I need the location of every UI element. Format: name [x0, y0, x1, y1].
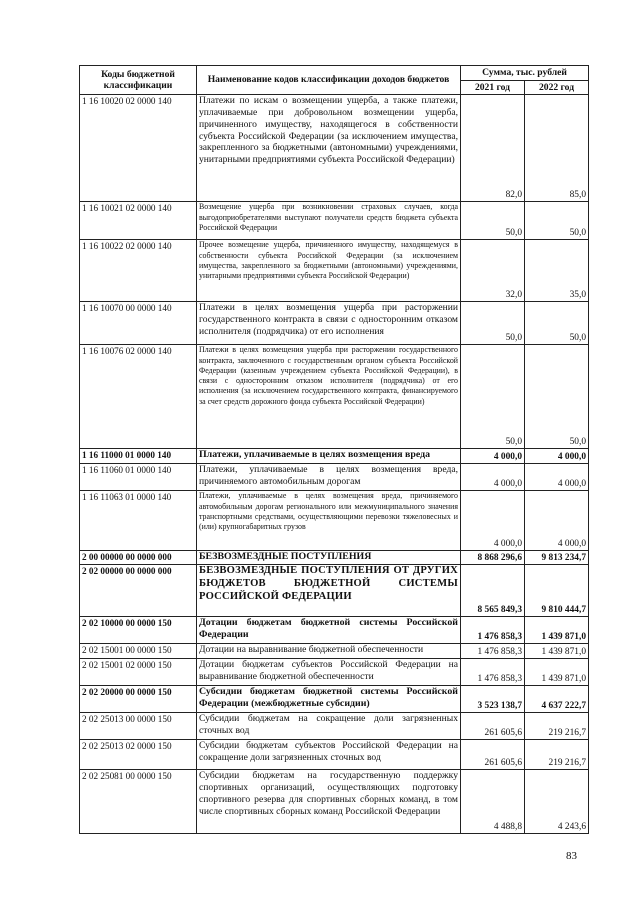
- row-name: Возмещение ущерба при возникновении страховых случаев, когда выгодоприобретателями выступают получатели средств бюджета субъекта Российской Федерации: [197, 202, 461, 240]
- row-value-2021: 4 000,0: [461, 491, 525, 551]
- row-name: Платежи, уплачиваемые в целях возмещения вреда, причиняемого автомобильным дорогам регионального или межмуниципального значения транспортными средствами, осуществляющими перевозки тяжеловесных и (или) крупногабаритных грузов: [197, 491, 461, 551]
- row-name: Платежи, уплачиваемые в целях возмещения вреда, причиняемого автомобильным дорогам: [197, 464, 461, 491]
- row-code: 1 16 11063 01 0000 140: [80, 491, 197, 551]
- row-name: Прочее возмещение ущерба, причиненного имуществу, находящемуся в собственности субъекта Российской Федерации (за исключением имущества, закрепленного за бюджетными (автономными) учреждениями, унитарными предприятиями субъекта Российской Федерации): [197, 240, 461, 302]
- table-row: [80, 686, 589, 713]
- row-code: 1 16 11060 01 0000 140: [80, 464, 197, 491]
- row-code: 1 16 10020 02 0000 140: [80, 95, 197, 202]
- row-value-2021: 8 565 849,3: [461, 565, 525, 617]
- header-name: Наименование кодов классификации доходов бюджетов: [197, 66, 461, 95]
- table-row: [80, 565, 589, 617]
- row-value-2022: 50,0: [525, 345, 589, 449]
- row-value-2022: 1 439 871,0: [525, 659, 589, 686]
- row-value-2021: 8 868 296,6: [461, 551, 525, 565]
- table-row: [80, 740, 589, 770]
- row-name: Платежи в целях возмещения ущерба при расторжении государственного контракта в связи с односторонним отказом исполнителя (подрядчика) от его исполнения: [197, 302, 461, 345]
- row-value-2022: 1 439 871,0: [525, 617, 589, 644]
- row-code: 2 02 15001 00 0000 150: [80, 644, 197, 659]
- row-value-2021: 4 488,8: [461, 770, 525, 834]
- row-name: Дотации на выравнивание бюджетной обеспеченности: [197, 644, 461, 659]
- row-name: Субсидии бюджетам субъектов Российской Федерации на сокращение доли загрязненных сточных вод: [197, 740, 461, 770]
- row-code: 2 02 25081 00 0000 150: [80, 770, 197, 834]
- table-row: [80, 345, 589, 449]
- row-value-2022: 4 000,0: [525, 449, 589, 464]
- table-row: [80, 551, 589, 565]
- table-row: [80, 202, 589, 240]
- row-value-2021: 1 476 858,3: [461, 644, 525, 659]
- row-value-2021: 261 605,6: [461, 740, 525, 770]
- row-value-2022: 4 000,0: [525, 491, 589, 551]
- row-value-2021: 4 000,0: [461, 449, 525, 464]
- row-code: 2 02 10000 00 0000 150: [80, 617, 197, 644]
- header-sum: Сумма, тыс. рублей: [461, 66, 589, 81]
- row-value-2022: 4 243,6: [525, 770, 589, 834]
- table-row: [80, 713, 589, 740]
- row-value-2021: 3 523 138,7: [461, 686, 525, 713]
- row-code: 2 02 00000 00 0000 000: [80, 565, 197, 617]
- row-name: БЕЗВОЗМЕЗДНЫЕ ПОСТУПЛЕНИЯ: [197, 551, 461, 565]
- table-row: [80, 302, 589, 345]
- row-name: Дотации бюджетам субъектов Российской Федерации на выравнивание бюджетной обеспеченности: [197, 659, 461, 686]
- table-row: [80, 95, 589, 202]
- table-row: [80, 770, 589, 834]
- row-value-2022: 4 637 222,7: [525, 686, 589, 713]
- row-code: 1 16 10070 00 0000 140: [80, 302, 197, 345]
- budget-table: [79, 65, 589, 834]
- table-row: [80, 617, 589, 644]
- table-row: [80, 449, 589, 464]
- row-code: 2 02 20000 00 0000 150: [80, 686, 197, 713]
- row-name: Платежи, уплачиваемые в целях возмещения вреда: [197, 449, 461, 464]
- row-name: Субсидии бюджетам на сокращение доли загрязненных сточных вод: [197, 713, 461, 740]
- row-code: 2 02 15001 02 0000 150: [80, 659, 197, 686]
- table-row: [80, 644, 589, 659]
- page-number: 83: [566, 850, 577, 862]
- row-value-2021: 82,0: [461, 95, 525, 202]
- table-row: [80, 240, 589, 302]
- row-code: 2 02 25013 00 0000 150: [80, 713, 197, 740]
- row-value-2021: 4 000,0: [461, 464, 525, 491]
- row-value-2022: 1 439 871,0: [525, 644, 589, 659]
- row-value-2022: 9 810 444,7: [525, 565, 589, 617]
- row-value-2021: 1 476 858,3: [461, 659, 525, 686]
- header-year-2021: 2021 год: [461, 80, 525, 95]
- row-name: Платежи в целях возмещения ущерба при расторжении государственного контракта, заключенного с государственным органом субъекта Российской Федерации (казенным учреждением субъекта Российской Федерации), в связи с односторонним отказом исполнителя (подрядчика) от его исполнения (за исключением государственного контракта, финансируемого за счет средств дорожного фонда субъекта Российской Федерации): [197, 345, 461, 449]
- row-value-2022: 4 000,0: [525, 464, 589, 491]
- header-row-1: [80, 66, 589, 81]
- row-value-2022: 219 216,7: [525, 740, 589, 770]
- row-code: 1 16 11000 01 0000 140: [80, 449, 197, 464]
- row-value-2021: 261 605,6: [461, 713, 525, 740]
- row-value-2022: 35,0: [525, 240, 589, 302]
- row-value-2022: 85,0: [525, 95, 589, 202]
- row-value-2021: 50,0: [461, 302, 525, 345]
- row-code: 1 16 10021 02 0000 140: [80, 202, 197, 240]
- table-row: [80, 464, 589, 491]
- row-value-2022: 9 813 234,7: [525, 551, 589, 565]
- row-value-2021: 50,0: [461, 202, 525, 240]
- row-name: Субсидии бюджетам бюджетной системы Российской Федерации (межбюджетные субсидии): [197, 686, 461, 713]
- row-value-2022: 50,0: [525, 202, 589, 240]
- row-value-2022: 50,0: [525, 302, 589, 345]
- row-value-2021: 50,0: [461, 345, 525, 449]
- row-value-2021: 1 476 858,3: [461, 617, 525, 644]
- row-name: Дотации бюджетам бюджетной системы Российской Федерации: [197, 617, 461, 644]
- row-name: Субсидии бюджетам на государственную поддержку спортивных организаций, осуществляющих подготовку спортивного резерва для спортивных сборных команд, в том числе спортивных сборных команд Российской Федерации: [197, 770, 461, 834]
- table-row: [80, 491, 589, 551]
- row-value-2021: 32,0: [461, 240, 525, 302]
- table-row: [80, 659, 589, 686]
- row-name: Платежи по искам о возмещении ущерба, а также платежи, уплачиваемые при добровольном возмещении ущерба, причиненного имуществу, находящегося в собственности субъекта Российской Федерации (за исключением имущества, закрепленного за бюджетными (автономными) учреждениями, унитарными предприятиями субъекта Российской Федерации): [197, 95, 461, 202]
- row-code: 2 02 25013 02 0000 150: [80, 740, 197, 770]
- header-codes: Коды бюджетной классификации: [80, 66, 197, 95]
- row-value-2022: 219 216,7: [525, 713, 589, 740]
- row-name: БЕЗВОЗМЕЗДНЫЕ ПОСТУПЛЕНИЯ ОТ ДРУГИХ БЮДЖЕТОВ БЮДЖЕТНОЙ СИСТЕМЫ РОССИЙСКОЙ ФЕДЕРАЦИИ: [197, 565, 461, 617]
- row-code: 2 00 00000 00 0000 000: [80, 551, 197, 565]
- row-code: 1 16 10022 02 0000 140: [80, 240, 197, 302]
- row-code: 1 16 10076 02 0000 140: [80, 345, 197, 449]
- header-year-2022: 2022 год: [525, 80, 589, 95]
